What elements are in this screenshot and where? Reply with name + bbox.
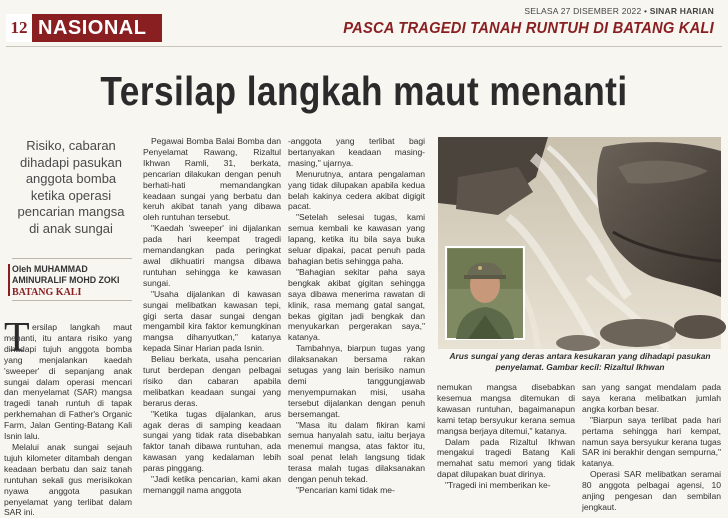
deck-subheading: Risiko, cabaran dihadapi pasukan anggota bomba ketika operasi pencarian mangsa di anak sungai (17, 138, 125, 236)
paragraph: -anggota yang terlibat bagi bertanyakan keadaan masing-masing," ujarnya. (288, 136, 425, 168)
publication-name: SINAR HARIAN (649, 6, 714, 16)
byline-divider-top (12, 258, 132, 259)
page-number: 12 (6, 14, 32, 42)
byline-prefix: Oleh (12, 264, 32, 274)
photo-caption: Arus sungai yang deras antara kesukaran yang dihadapi pasukan penyelamat. Gambar kecil: Rizaltul Ikhwan (449, 351, 711, 372)
paragraph: san yang sangat mendalam pada saya kerana melibatkan jumlah angka korban besar. (582, 382, 721, 414)
paragraph: "Biarpun saya terlibat pada hari pertama sehingga hari kempat, namun saya bersyukur kerana tugas SAR ini berakhir dengan sempurna," katanya. (582, 414, 721, 469)
inset-portrait (446, 247, 524, 339)
section-label: NASIONAL (32, 14, 162, 42)
paragraph: "Ketika tugas dijalankan, arus agak deras di samping keadaan sungai yang tidak rata disebabkan faktor tanah dibawa runtuhan, ada kawasan yang kedalaman lebih paras pinggang. (143, 408, 281, 474)
paragraph: ersilap langkah maut menanti, itu antara risiko yang dihadapi tujuh anggota bomba yang menjalankan kaedah 'sweeper' di sepanjang anak sungai dalam operasi mencari dan menyelamat (SAR) mangsa tragedi tanah runtuh di tapak perkhemahan di Father's Organic Farm, Jalan Genting-Batang Kali Isnin lalu. (4, 322, 132, 442)
byline-author-1: MUHAMMAD (34, 264, 88, 274)
paragraph: "Setelah selesai tugas, kami semua kembali ke kawasan yang lapang, ketika itu bila saya buka seluar dipakai, pacat penuh pada bahagian betis sehingga paha. (288, 212, 425, 266)
paragraph: Operasi SAR melibatkan seramai 80 anggota pelbagai agensi, 10 anjing pengesan dan sembilan jengkaut. (582, 469, 721, 512)
paragraph: "Kaedah 'sweeper' ini dijalankan pada hari keempat tragedi memandangkan pada peringkat awal dikhuatiri mangsa dibawa runtuhan sehingga ke kawasan sungai. (143, 223, 281, 288)
paragraph: Menurutnya, antara pengalaman yang tidak dilupakan apabila kedua belah kakinya cedera akibat digigit pacat. (288, 168, 425, 212)
article-column-4 (437, 382, 575, 512)
article-column-2 (143, 136, 281, 512)
article-column-1 (4, 322, 132, 518)
paragraph: "Jadi ketika pencarian, kami akan memanggil nama anggota (143, 474, 281, 495)
paragraph: "Bahagian sekitar paha saya bengkak akibat gigitan sehingga saya dibawa menerima rawatan di klinik, rasa memang gatal sangat, bekas gigitan jadi bengkak dan menyukarkan pergerakan saya," katanya. (288, 266, 425, 343)
dateline: SELASA 27 DISEMBER 2022 • SINAR HARIAN (524, 6, 714, 16)
paragraph: Melalui anak sungai sejauh tujuh kilometer ditambah dengan keadaan berbatu dan saiz tanah runtuhan sekali gus merisikokan nyawa anggota pasukan penyelamat yang terlibat dalam SAR ini. (4, 441, 132, 518)
paragraph: Tambahnya, biarpun tugas yang dilaksanakan bersama rakan setugas yang lain berisiko namun demi tanggungjawab menyempurnakan misi, usaha tersebut dijalankan dengan penuh bersemangat. (288, 343, 425, 419)
byline-accent-bar (8, 264, 10, 296)
river-photo (438, 137, 721, 349)
byline-location: BATANG KALI (12, 287, 82, 298)
byline-author-2: AMINURALIF MOHD ZOKI (12, 275, 120, 285)
paragraph: "Tragedi ini memberikan ke- (445, 480, 551, 491)
paragraph: "Masa itu dalam fikiran kami semua hanyalah satu, iaitu berjaya menemui mangsa, atas faktor itu, soal penat lelah langsung tidak terasa malah tugas dilaksanakan dengan penuh tekad. (288, 419, 425, 485)
paragraph: Dalam pada Rizaltul Ikhwan mengakui tragedi Batang Kali memahat satu memori yang tidak dapat dilupakan buat dirinya. (437, 436, 575, 480)
paragraph: Pegawai Bomba Balai Bomba dan Penyelamat Rawang, Rizaltul Ikhwan Ramli, 31, berkata, pencarian dilakukan dengan penuh berhati-hati memandangkan keadaan sungai yang berbatu dan keruh akibat tanah yang dibawa oleh runtuhan tersebut. (143, 136, 281, 223)
byline (12, 264, 134, 298)
article-column-3 (288, 136, 425, 512)
header-divider (6, 46, 722, 47)
headline: Tersilap langkah maut menanti (100, 68, 628, 114)
paragraph: "Pencarian kami tidak me- (296, 485, 395, 495)
paragraph: nemukan mangsa disebabkan kesemua mangsa ditemukan di kawasan runtuhan, bagaimanapun kami tetap bersyukur kerana semua mangsa berjaya ditemui," katanya. (437, 382, 575, 436)
drop-cap: T (4, 315, 30, 361)
byline-divider-bottom (12, 300, 132, 301)
date: SELASA 27 DISEMBER 2022 (524, 6, 642, 16)
article-column-5 (582, 382, 721, 512)
river-photo-illustration (438, 137, 721, 349)
kicker-heading: PASCA TRAGEDI TANAH RUNTUH DI BATANG KALI (343, 20, 714, 37)
paragraph: Beliau berkata, usaha pencarian turut berdepan dengan pelbagai risiko dan cabaran apabila melibatkan keadaan sungai yang berarus deras. (143, 354, 281, 408)
paragraph: "Usaha dijalankan di kawasan sungai melibatkan kawasan tepi, gigi serta dasar sungai dengan mengambil kira faktor kemungkinan mangsa dihanyutkan," katanya kepada Sinar Harian pada Isnin. (143, 288, 281, 354)
